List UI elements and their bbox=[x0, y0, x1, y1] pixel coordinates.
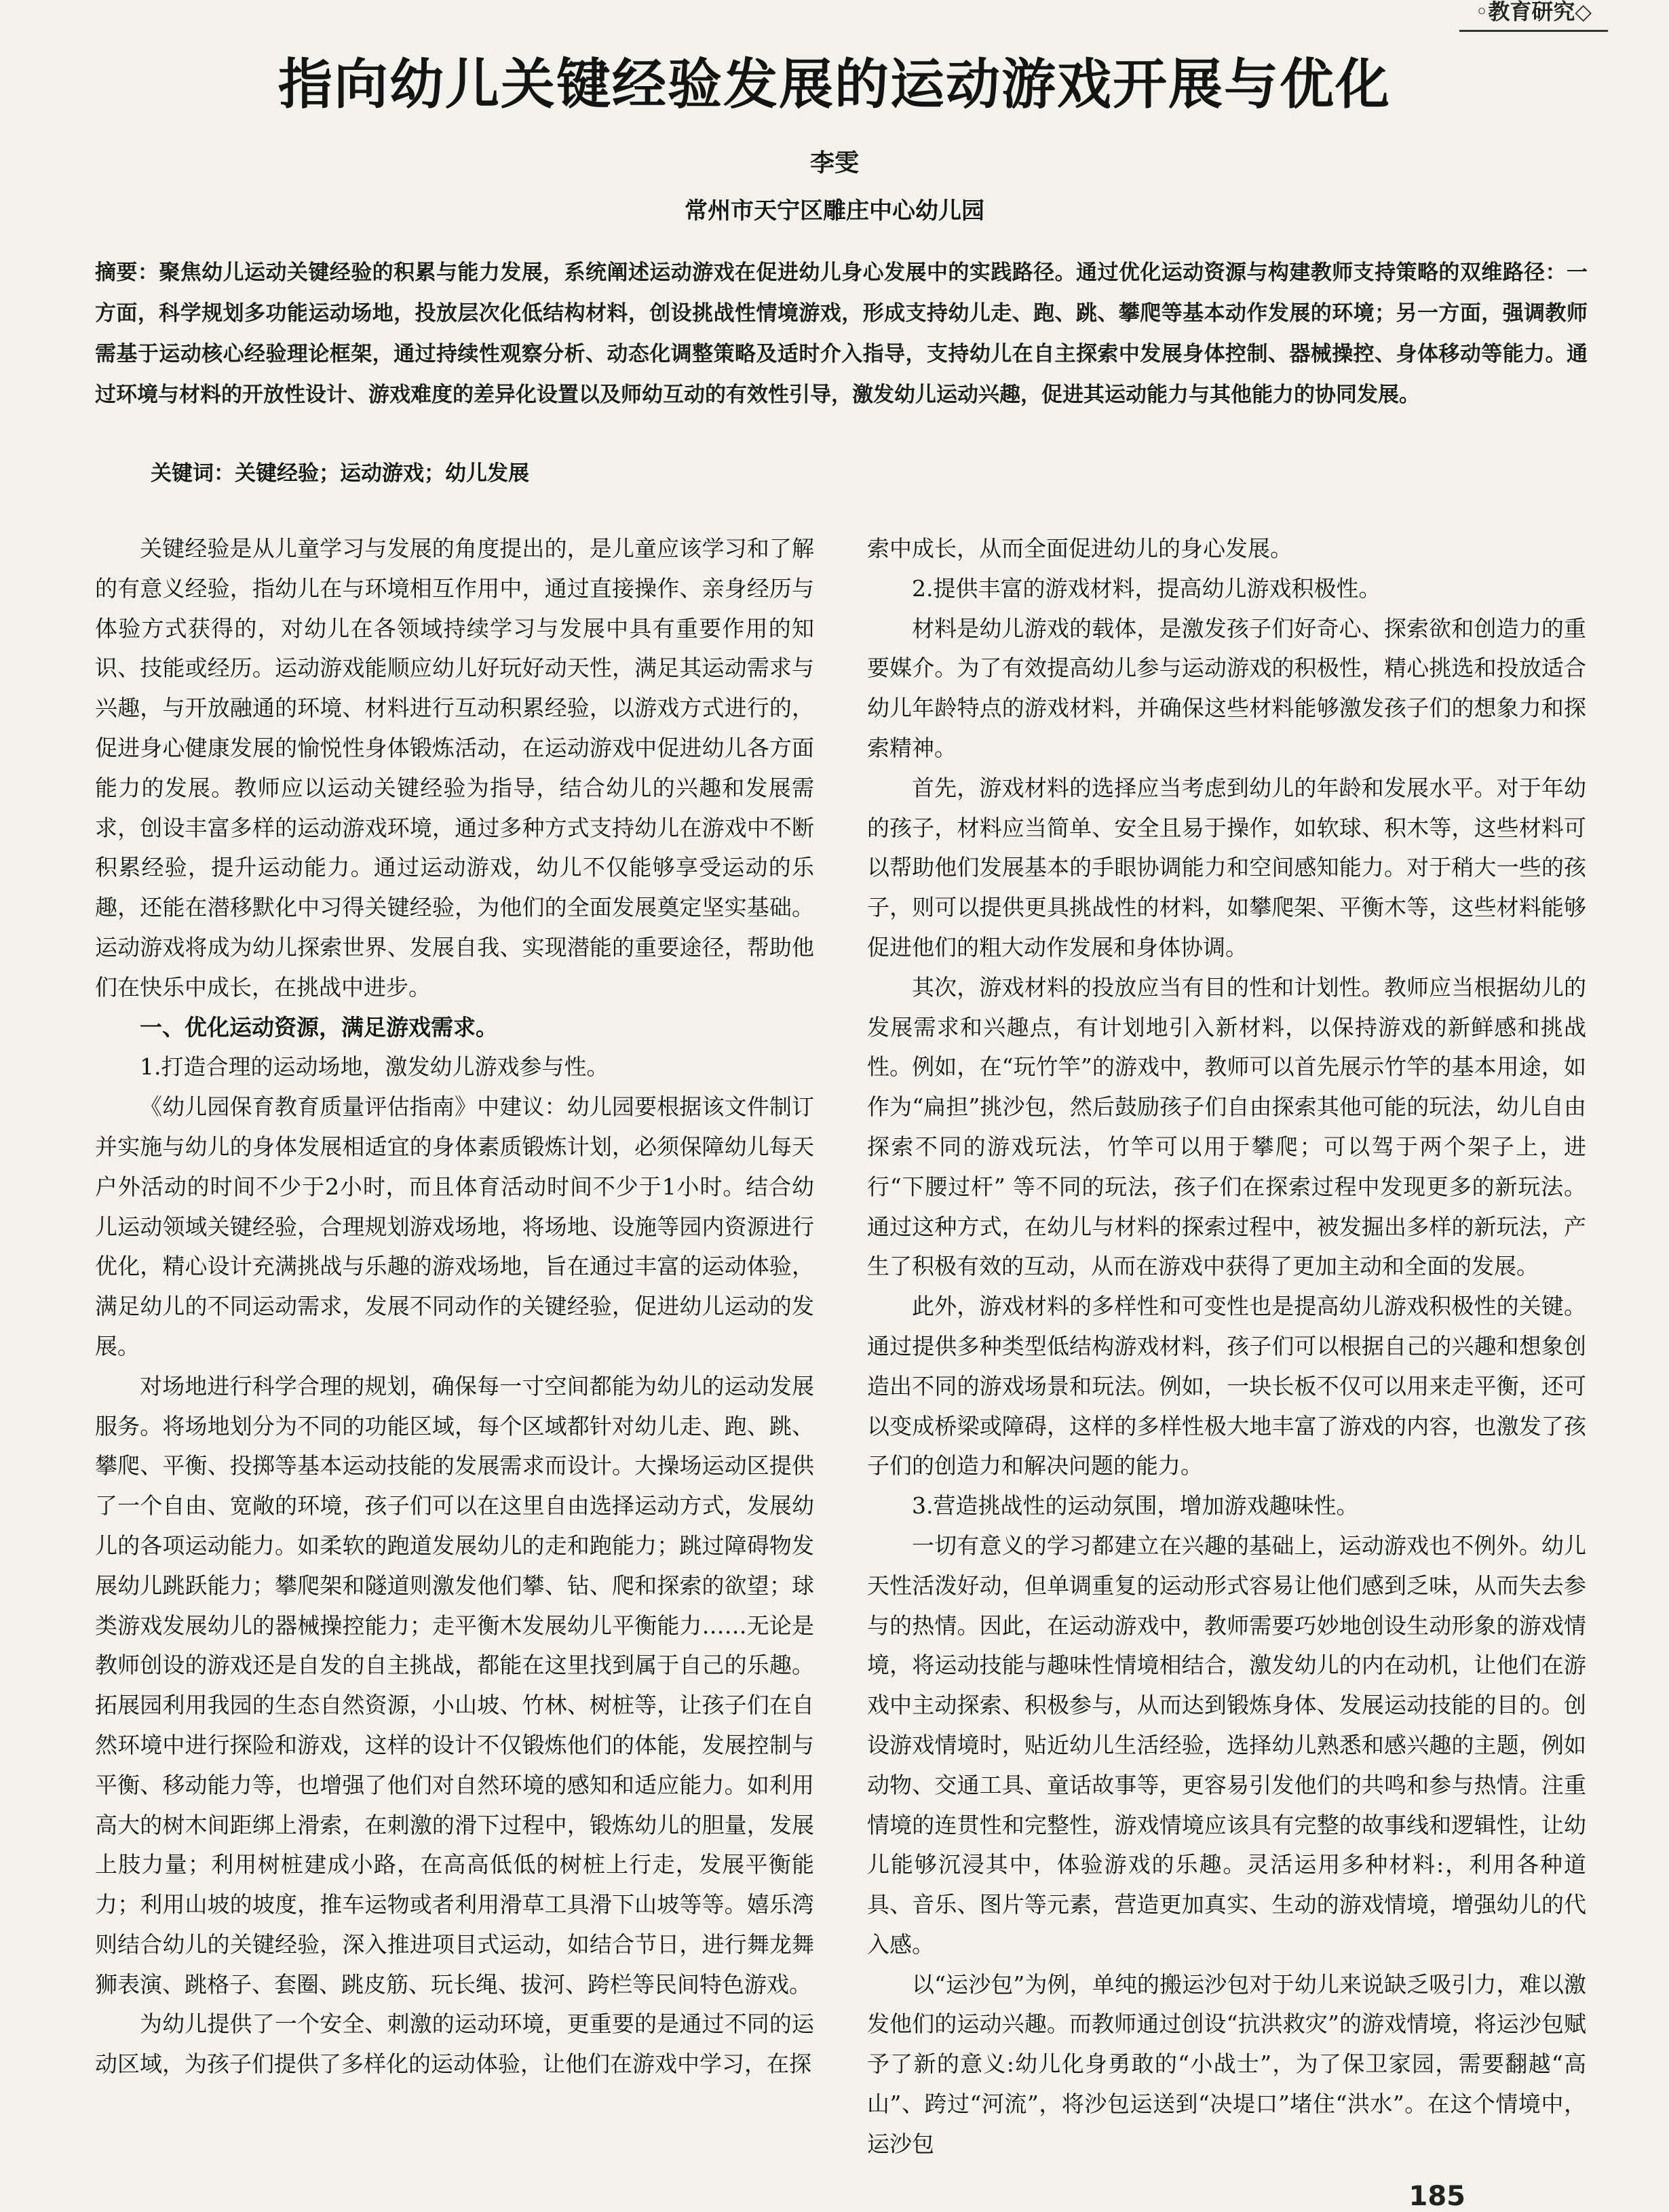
paragraph: 关键经验是从儿童学习与发展的角度提出的，是儿童应该学习和了解的有意义经验，指幼儿在与环境相互作用中，通过直接操作、亲身经历与体验方式获得的，对幼儿在各领域持续学习与发展中具有重要作用的知识、技能或经历。运动游戏能顺应幼儿好玩好动天性，满足其运动需求与兴趣，与开放融通的环境、材料进行互动积累经验，以游戏方式进行的，促进身心健康发展的愉悦性身体锻炼活动，在运动游戏中促进幼儿各方面能力的发展。教师应以运动关键经验为指导，结合幼儿的兴趣和发展需求，创设丰富多样的运动游戏环境，通过多种方式支持幼儿在游戏中不断积累经验，提升运动能力。通过运动游戏，幼儿不仅能够享受运动的乐趣，还能在潜移默化中习得关键经验，为他们的全面发展奠定坚实基础。运动游戏将成为幼儿探索世界、发展自我、实现潜能的重要途径，帮助他们在快乐中成长，在挑战中进步。 bbox=[95, 535, 814, 1001]
keywords-label: 关键词： bbox=[151, 461, 235, 486]
paragraph: 《幼儿园保育教育质量评估指南》中建议：幼儿园要根据该文件制订并实施与幼儿的身体发展相适宜的身体素质锻炼计划，必须保障幼儿每天户外活动的时间不少于2小时，而且体育活动时间不少于1小时。结合幼儿运动领域关键经验，合理规划游戏场地，将场地、设施等园内资源进行优化，精心设计充满挑战与乐趣的游戏场地，旨在通过丰富的运动体验，满足幼儿的不同运动需求，发展不同动作的关键经验，促进幼儿运动的发展。 bbox=[95, 1093, 814, 1359]
paragraph-continuation: 索中成长，从而全面促进幼儿的身心发展。 bbox=[867, 535, 1292, 562]
subsection-heading: 2.提供丰富的游戏材料，提高幼儿游戏积极性。 bbox=[912, 575, 1381, 602]
page-number: 185 bbox=[1408, 2181, 1465, 2212]
paragraph: 此外，游戏材料的多样性和可变性也是提高幼儿游戏积极性的关键。通过提供多种类型低结构游戏材料，孩子们可以根据自己的兴趣和想象创造出不同的游戏场景和玩法。例如，一块长板不仅可以用来走平衡，还可以变成桥梁或障碍，这样的多样性极大地丰富了游戏的内容，也激发了孩子们的创造力和解决问题的能力。 bbox=[867, 1293, 1586, 1479]
article-title: 指向幼儿关键经验发展的运动游戏开展与优化 bbox=[278, 53, 1391, 116]
author-affiliation: 常州市天宁区雕庄中心幼儿园 bbox=[685, 197, 984, 225]
article-author: 李雯 bbox=[809, 149, 859, 177]
paragraph: 对场地进行科学合理的规划，确保每一寸空间都能为幼儿的运动发展服务。将场地划分为不同的功能区域，每个区域都针对幼儿走、跑、跳、攀爬、平衡、投掷等基本运动技能的发展需求而设计。大操场运动区提供了一个自由、宽敞的环境，孩子们可以在这里自由选择运动方式，发展幼儿的各项运动能力。如柔软的跑道发展幼儿的走和跑能力；跳过障碍物发展幼儿跳跃能力；攀爬架和隧道则激发他们攀、钻、爬和探索的欲望；球类游戏发展幼儿的器械操控能力；走平衡木发展幼儿平衡能力……无论是教师创设的游戏还是自发的自主挑战，都能在这里找到属于自己的乐趣。拓展园利用我园的生态自然资源，小山坡、竹林、树桩等，让孩子们在自然环境中进行探险和游戏，这样的设计不仅锻炼他们的体能，发展控制与平衡、移动能力等，也增强了他们对自然环境的感知和适应能力。如利用高大的树木间距绑上滑索，在刺激的滑下过程中，锻炼幼儿的胆量，发展上肢力量；利用树桩建成小路，在高高低低的树桩上行走，发展平衡能力；利用山坡的坡度，推车运物或者利用滑草工具滑下山坡等等。嬉乐湾则结合幼儿的关键经验，深入推进项目式运动，如结合节日，进行舞龙舞狮表演、跳格子、套圈、跳皮筋、玩长绳、拔河、跨栏等民间特色游戏。 bbox=[95, 1372, 814, 1998]
subsection-heading: 1.打造合理的运动场地，激发幼儿游戏参与性。 bbox=[140, 1053, 609, 1081]
abstract bbox=[95, 252, 1588, 415]
paragraph: 为幼儿提供了一个安全、刺激的运动环境，更重要的是通过不同的运动区域，为孩子们提供了多样化的运动体验，让他们在游戏中学习，在探 bbox=[95, 2011, 814, 2078]
abstract-text: 聚焦幼儿运动关键经验的积累与能力发展，系统阐述运动游戏在促进幼儿身心发展中的实践路径。通过优化运动资源与构建教师支持策略的双维路径：一方面，科学规划多功能运动场地，投放层次化低结构材料，创设挑战性情境游戏，形成支持幼儿走、跑、跳、攀爬等基本动作发展的环境；另一方面，强调教师需基于运动核心经验理论框架，通过持续性观察分析、动态化调整策略及适时介入指导，支持幼儿在自主探索中发展身体控制、器械操控、身体移动等能力。通过环境与材料的开放性设计、游戏难度的差异化设置以及师幼互动的有效性引导，激发幼儿运动兴趣，促进其运动能力与其他能力的协同发展。 bbox=[95, 260, 1588, 407]
keywords bbox=[151, 453, 1575, 494]
subsection-heading: 3.营造挑战性的运动氛围，增加游戏趣味性。 bbox=[912, 1492, 1359, 1519]
paragraph: 一切有意义的学习都建立在兴趣的基础上，运动游戏也不例外。幼儿天性活泼好动，但单调重复的运动形式容易让他们感到乏味，从而失去参与的热情。因此，在运动游戏中，教师需要巧妙地创设生动形象的游戏情境，将运动技能与趣味性情境相结合，激发幼儿的内在动机，让他们在游戏中主动探索、积极参与，从而达到锻炼身体、发展运动技能的目的。创设游戏情境时，贴近幼儿生活经验，选择幼儿熟悉和感兴趣的主题，例如动物、交通工具、童话故事等，更容易引发他们的共鸣和参与热情。注重情境的连贯性和完整性，游戏情境应该具有完整的故事线和逻辑性，让幼儿能够沉浸其中，体验游戏的乐趣。灵活运用多种材料:，利用各种道具、音乐、图片等元素，营造更加真实、生动的游戏情境，增强幼儿的代入感。 bbox=[867, 1532, 1586, 1958]
section-heading: 一、优化运动资源，满足游戏需求。 bbox=[140, 1013, 498, 1041]
right-column bbox=[867, 529, 1586, 2165]
column-tag: ◦教育研究◇ bbox=[1459, 0, 1609, 32]
paragraph: 以“运沙包”为例，单纯的搬运沙包对于幼儿来说缺乏吸引力，难以激发他们的运动兴趣。而教师通过创设“抗洪救灾”的游戏情境，将运沙包赋予了新的意义:幼儿化身勇敢的“小战士”，为了保卫家园，需要翻越“高山”、跨过“河流”，将沙包运送到“决堤口”堵住“洪水”。在这个情境中，运沙包 bbox=[867, 1971, 1586, 2157]
left-column bbox=[95, 529, 814, 2084]
paragraph: 材料是幼儿游戏的载体，是激发孩子们好奇心、探索欲和创造力的重要媒介。为了有效提高幼儿参与运动游戏的积极性，精心挑选和投放适合幼儿年龄特点的游戏材料，并确保这些材料能够激发孩子们的想象力和探索精神。 bbox=[867, 615, 1586, 761]
paragraph: 首先，游戏材料的选择应当考虑到幼儿的年龄和发展水平。对于年幼的孩子，材料应当简单、安全且易于操作，如软球、积木等，这些材料可以帮助他们发展基本的手眼协调能力和空间感知能力。对于稍大一些的孩子，则可以提供更具挑战性的材料，如攀爬架、平衡木等，这些材料能够促进他们的粗大动作发展和身体协调。 bbox=[867, 774, 1586, 961]
keywords-text: 关键经验；运动游戏；幼儿发展 bbox=[235, 461, 529, 486]
abstract-label: 摘要： bbox=[95, 260, 159, 285]
paragraph: 其次，游戏材料的投放应当有目的性和计划性。教师应当根据幼儿的发展需求和兴趣点，有计划地引入新材料，以保持游戏的新鲜感和挑战性。例如，在“玩竹竿”的游戏中，教师可以首先展示竹竿的基本用途，如作为“扁担”挑沙包，然后鼓励孩子们自由探索其他可能的玩法，幼儿自由探索不同的游戏玩法，竹竿可以用于攀爬；可以驾于两个架子上，进行“下腰过杆” 等不同的玩法，孩子们在探索过程中发现更多的新玩法。通过这种方式，在幼儿与材料的探索过程中，被发掘出多样的新玩法，产生了积极有效的互动，从而在游戏中获得了更加主动和全面的发展。 bbox=[867, 973, 1586, 1280]
